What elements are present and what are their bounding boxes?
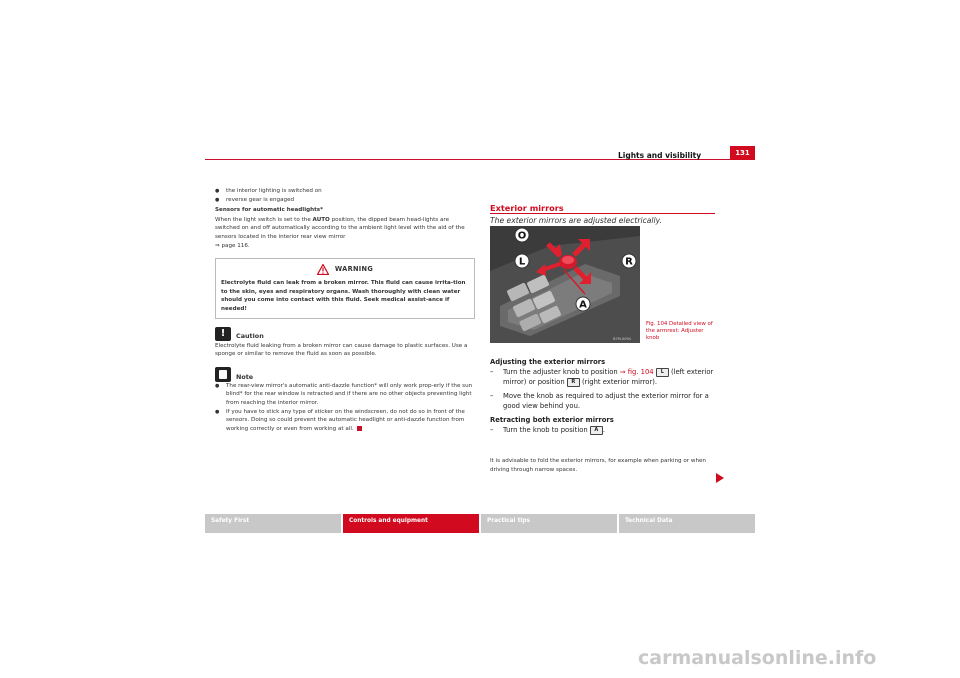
section-title: Exterior mirrors xyxy=(490,203,564,213)
caution-title: Caution xyxy=(236,331,264,340)
sensors-text-1: When the light switch is set to the xyxy=(215,216,313,223)
fold-mirrors-note: It is advisable to fold the exterior mirrors, for example when parking or when driving through narrow spaces. xyxy=(490,458,706,473)
adjust-heading: Adjusting the exterior mirrors xyxy=(490,358,606,366)
warning-header xyxy=(221,264,469,275)
warning-triangle-icon xyxy=(317,264,329,275)
page-section-title: Lights and visibility xyxy=(618,151,702,160)
caution-exclamation-icon: ! xyxy=(215,327,231,341)
retract-heading: Retracting both exterior mirrors xyxy=(490,416,614,424)
note-document-icon xyxy=(215,367,231,382)
sensors-heading: Sensors for automatic headlights* xyxy=(215,207,324,214)
figure-reference-link[interactable]: ⇒ fig. 104 xyxy=(619,368,654,376)
sensors-paragraph xyxy=(215,216,475,250)
note-item xyxy=(215,408,475,434)
step-item: – Move the knob as required to adjust the exterior mirror for a good view behind you. xyxy=(490,391,720,411)
footer-tab-technical-data[interactable]: Technical Data xyxy=(619,514,755,533)
step3-text-b: . xyxy=(602,426,606,434)
label-a: A xyxy=(579,299,587,311)
instruction-steps xyxy=(490,357,720,435)
bullet-item: ● the interior lighting is switched on xyxy=(215,187,475,196)
step1-text-a: Turn the adjuster knob to position xyxy=(503,368,620,376)
continue-arrow-icon xyxy=(716,473,724,483)
label-r: R xyxy=(625,256,633,268)
step3-text-a: Turn the knob to position xyxy=(503,426,590,434)
footer-tab-practical-tips[interactable]: Practical tips xyxy=(481,514,617,533)
warning-box xyxy=(215,258,475,318)
label-l: L xyxy=(518,256,526,268)
note-item: ● The rear-view mirror's automatic anti-dazzle function* will only work prop-erly if the sun blind* for the rear window is retracted and if there are no other objects preventing light from reaching the interior mirror. xyxy=(215,382,475,408)
position-badge-l: L xyxy=(656,368,669,377)
caution-header xyxy=(215,327,475,341)
left-column xyxy=(215,187,475,433)
section-subtitle: The exterior mirrors are adjusted electrically. xyxy=(490,216,662,225)
step1-text-c: (right exterior mirror). xyxy=(579,378,658,386)
watermark: carmanualsonline.info xyxy=(638,647,877,669)
armrest-illustration xyxy=(490,226,640,343)
figure-code: B7M-0094 xyxy=(613,337,631,341)
note-item-text: If you have to stick any type of sticker on the windscreen, do not do so in front of the sensors. Doing so could prevent the automatic headlight or anti-dazzle function from working correctly or even from working at all. xyxy=(226,408,465,432)
step-item xyxy=(490,367,720,387)
page-number: 131 xyxy=(730,146,755,160)
warning-text: Electrolyte fluid can leak from a broken mirror. This fluid can cause irrita-tion to the skin, eyes and respiratory organs. Wash thoroughly with clean water should you come into contact with this fluid. Seek medical assist-ance if needed! xyxy=(221,280,466,312)
page-reference-link[interactable]: ⇒ page 116. xyxy=(215,242,250,249)
step1-text-b: (left exterior mirror) or position xyxy=(503,368,714,386)
note-header xyxy=(215,367,475,382)
position-badge-r: R xyxy=(567,378,580,387)
warning-title: WARNING xyxy=(334,265,374,274)
position-badge-a: A xyxy=(590,426,603,435)
mirror-adjuster-figure xyxy=(490,226,640,343)
note-title: Note xyxy=(236,373,254,382)
label-o: O xyxy=(517,230,527,242)
footer-tab-safety-first[interactable]: Safety First xyxy=(205,514,341,533)
figure-caption: Fig. 104 Detailed view of the armrest: Adjuster knob xyxy=(646,321,713,341)
section-title-rule xyxy=(490,213,715,214)
sensors-text-2: position, the dipped beam head-lights are switched on and off automatically according to the ambient light level with the aid of the sensors located in the interior rear view mirror xyxy=(215,216,465,240)
auto-label: AUTO xyxy=(312,216,330,223)
footer-tab-controls-and-equipment[interactable]: Controls and equipment xyxy=(343,514,479,533)
bullet-item: ● reverse gear is engaged xyxy=(215,196,475,205)
caution-text: Electrolyte fluid leaking from a broken mirror can cause damage to plastic surfaces. Use a sponge or similar to remove the fluid as soon as possible. xyxy=(215,342,468,358)
section-end-mark xyxy=(357,426,362,431)
step-item xyxy=(490,425,720,435)
footer-nav xyxy=(205,514,755,533)
